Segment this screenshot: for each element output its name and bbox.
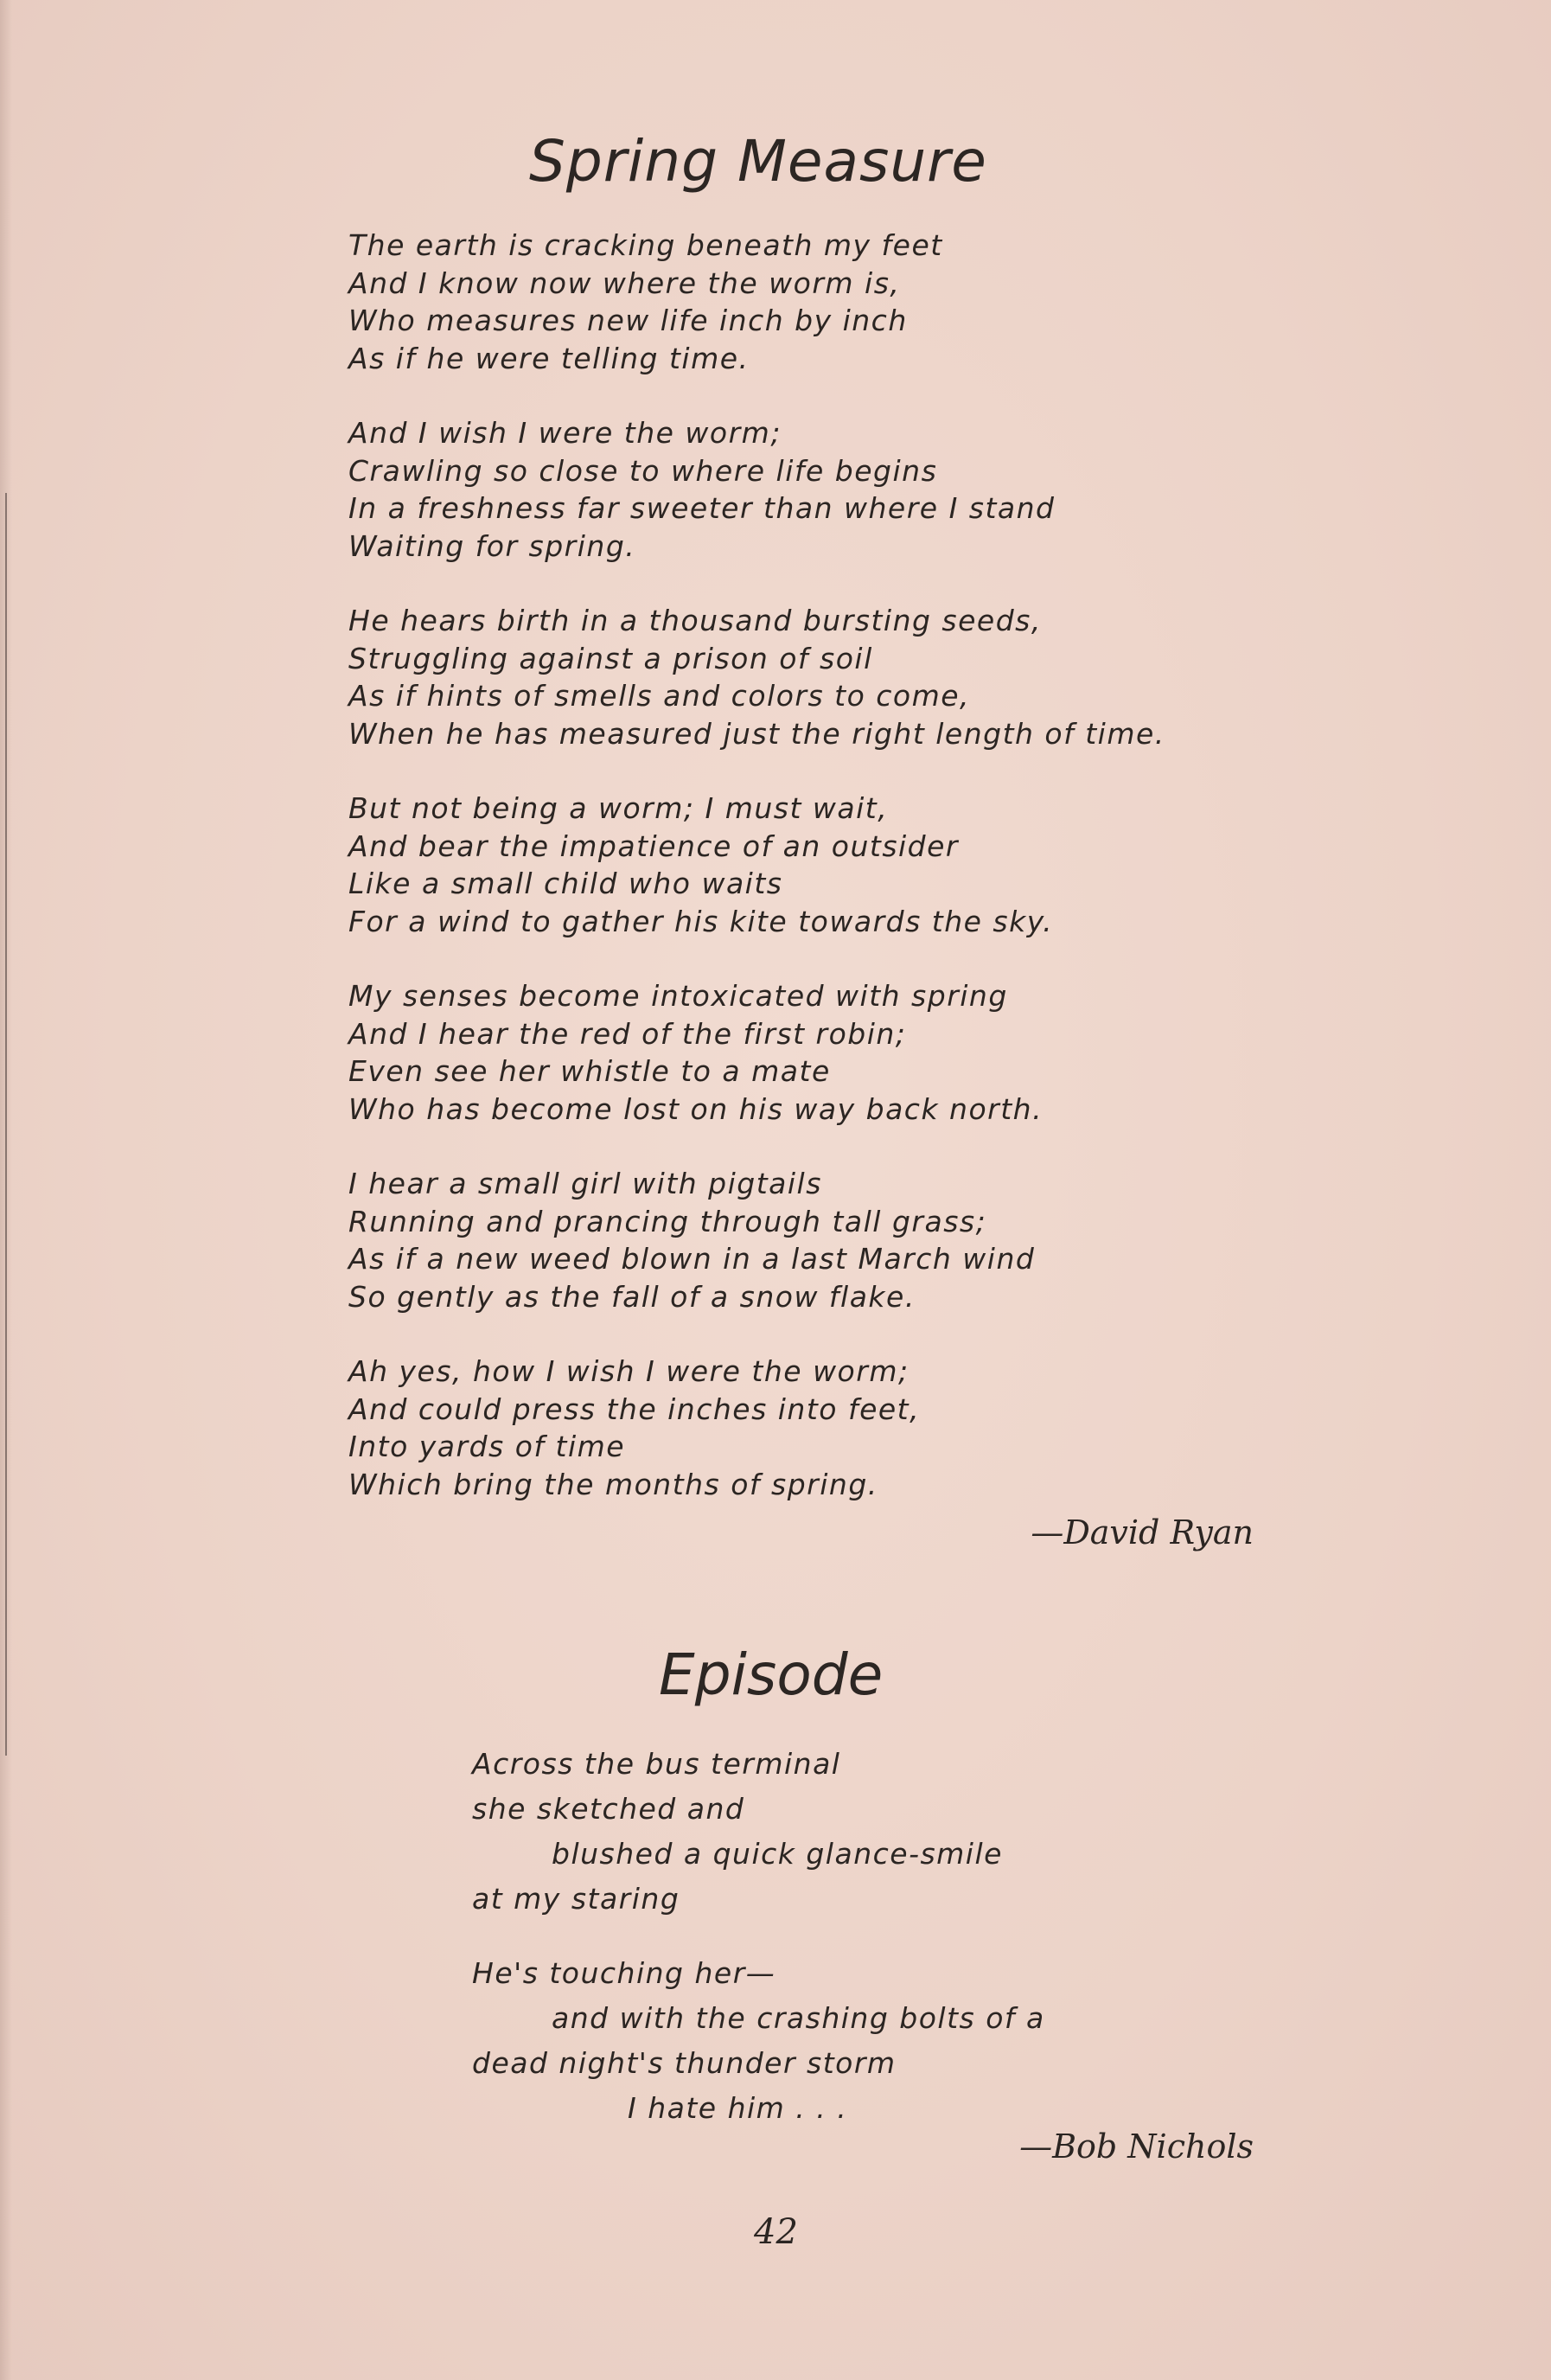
poem-line: Into yards of time: [348, 1430, 626, 1463]
poem-line: Even see her whistle to a mate: [348, 1054, 831, 1088]
poem-line: Running and prancing through tall grass;: [348, 1204, 987, 1238]
stanza-1: [472, 1742, 1045, 1922]
poem-line: So gently as the fall of a snow flake.: [348, 1279, 916, 1314]
poem-line: Across the bus terminal: [472, 1747, 841, 1781]
stanza-4: [348, 790, 1165, 940]
author-byline-spring-measure: —David Ryan: [1031, 1513, 1254, 1551]
poem-line: Who measures new life inch by inch: [348, 304, 908, 337]
poem-line: And I hear the red of the first robin;: [348, 1016, 907, 1051]
poem-title-spring-measure: Spring Measure: [529, 128, 987, 195]
stanza-1: [348, 227, 1165, 377]
poem-line: Who has become lost on his way back north.: [348, 1091, 1044, 1126]
poem-line: Like a small child who waits: [348, 867, 783, 900]
poem-line: Crawling so close to where life begins: [348, 453, 938, 488]
poem-line: But not being a worm; I must wait,: [348, 791, 889, 825]
poem-line: blushed a quick glance-smile: [552, 1837, 1003, 1871]
poem-line: As if hints of smells and colors to come,: [348, 679, 971, 713]
poem-line: And I wish I were the worm;: [348, 416, 782, 450]
author-byline-episode: —Bob Nichols: [1019, 2127, 1254, 2166]
stanza-3: [348, 602, 1165, 752]
stanza-5: [348, 977, 1165, 1128]
poem-line: When he has measured just the right length of time.: [348, 716, 1165, 751]
poem-body-episode: [472, 1742, 1045, 2160]
poem-title-episode: Episode: [659, 1641, 884, 1708]
poem-line: Ah yes, how I wish I were the worm;: [348, 1354, 910, 1388]
stanza-6: [348, 1165, 1165, 1315]
poem-line: she sketched and: [472, 1792, 745, 1826]
poem-line: My senses become intoxicated with spring: [348, 979, 1008, 1013]
poem-line: And bear the impatience of an outsider: [348, 829, 959, 863]
poem-line: He hears birth in a thousand bursting seeds,: [348, 604, 1042, 637]
poem-line: at my staring: [472, 1882, 680, 1916]
poem-line: He's touching her—: [472, 1956, 776, 1990]
poem-line: And I know now where the worm is,: [348, 266, 901, 300]
poem-line: The earth is cracking beneath my feet: [348, 228, 943, 262]
poem-line: and with the crashing bolts of a: [552, 2001, 1045, 2035]
poem-line: And could press the inches into feet,: [348, 1392, 921, 1426]
poem-line: In a freshness far sweeter than where I stand: [348, 491, 1056, 525]
poem-line: Which bring the months of spring.: [348, 1467, 878, 1501]
poem-line: I hear a small girl with pigtails: [348, 1167, 822, 1200]
poem-line: Struggling against a prison of soil: [348, 641, 873, 675]
poem-body-spring-measure: [348, 227, 1165, 1503]
poem-line: dead night's thunder storm: [472, 2046, 897, 2080]
stanza-2: [348, 414, 1165, 565]
stanza-7: [348, 1353, 1165, 1503]
poem-line: As if he were telling time.: [348, 341, 750, 375]
poem-line: Waiting for spring.: [348, 528, 636, 563]
binding-edge-line: [5, 493, 7, 1756]
page-number: 42: [754, 2212, 798, 2252]
poem-line: As if a new weed blown in a last March wind: [348, 1242, 1036, 1276]
stanza-2: [472, 1951, 1045, 2131]
poem-line: I hate him . . .: [628, 2091, 848, 2125]
poem-line: For a wind to gather his kite towards the sky.: [348, 904, 1054, 938]
